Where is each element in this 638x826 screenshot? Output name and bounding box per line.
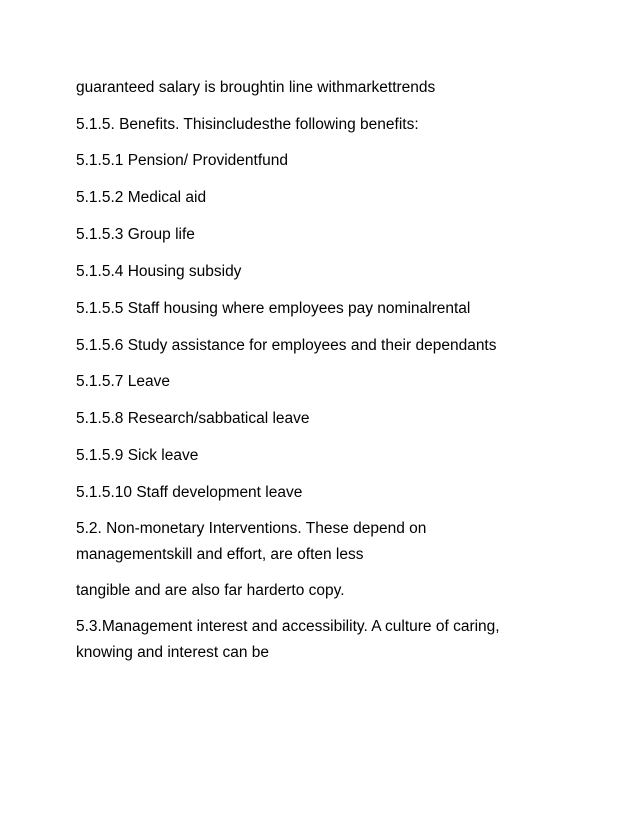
text-line: knowing and interest can be bbox=[76, 644, 270, 661]
text-line: tangible and are also far harderto copy. bbox=[76, 582, 345, 599]
text-line: 5.1.5.7 Leave bbox=[76, 373, 170, 390]
text-line: 5.1.5.3 Group life bbox=[76, 226, 195, 243]
text-line: 5.1.5.6 Study assistance for employees and their dependants bbox=[76, 337, 497, 354]
text-line: 5.3.Management interest and accessibility. A culture of caring, bbox=[76, 618, 500, 635]
text-line: 5.1.5.1 Pension/ Providentfund bbox=[76, 152, 288, 169]
text-line: 5.1.5.4 Housing subsidy bbox=[76, 263, 242, 280]
text-line: 5.2. Non-monetary Interventions. These depend on bbox=[76, 520, 427, 537]
text-line: 5.1.5.5 Staff housing where employees pay nominalrental bbox=[76, 300, 471, 317]
text-line: 5.1.5.9 Sick leave bbox=[76, 447, 199, 464]
text-line: managementskill and effort, are often less bbox=[76, 546, 364, 563]
text-line: 5.1.5. Benefits. Thisincludesthe following benefits: bbox=[76, 116, 419, 133]
text-line: 5.1.5.2 Medical aid bbox=[76, 189, 207, 206]
text-line: 5.1.5.10 Staff development leave bbox=[76, 484, 303, 501]
text-line: 5.1.5.8 Research/sabbatical leave bbox=[76, 410, 310, 427]
text-line: guaranteed salary is broughtin line withmarkettrends bbox=[76, 79, 436, 96]
